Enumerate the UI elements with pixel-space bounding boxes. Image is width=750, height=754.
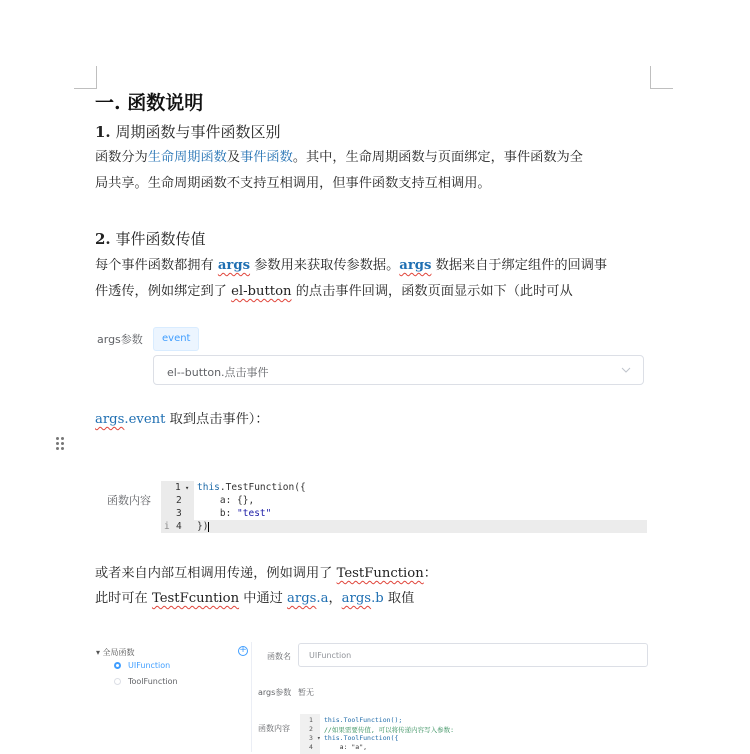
code-comment[interactable]: //如果需要传值, 可以将传递内容写入参数:: [324, 726, 455, 734]
line-number: 3: [176, 508, 182, 519]
subsection-1-title: 周期函数与事件函数区别: [110, 123, 281, 141]
text: 参数用来获取传参数据。: [250, 258, 400, 273]
function-name-input[interactable]: [298, 643, 648, 667]
radio-selected-icon: [114, 662, 121, 669]
radio-unselected-icon: [114, 678, 121, 685]
line-number: 2: [309, 725, 313, 733]
code-string: "test": [237, 508, 272, 519]
code-b: .b: [371, 591, 384, 606]
paragraph-1-line-2: 局共享。生命周期函数不支持互相调用，但事件函数支持互相调用。: [95, 176, 491, 191]
code-line-3[interactable]: [197, 508, 271, 519]
event-tag[interactable]: event: [153, 327, 199, 351]
text: 函数分为: [95, 150, 148, 165]
code-testfunction: TestFunction: [336, 566, 424, 581]
code-line-3[interactable]: this.ToolFunction({: [324, 734, 399, 742]
code-text: }): [197, 521, 209, 532]
code-testfcuntion: TestFcuntion: [151, 591, 240, 606]
text: ，: [328, 591, 342, 606]
event-select-value: el--button.点击事件: [167, 366, 269, 379]
paragraph-1: [95, 145, 645, 197]
text: 或者来自内部互相调用传递，例如调用了: [95, 566, 337, 581]
text: 及: [226, 150, 241, 165]
function-name-label: 函数名: [267, 652, 291, 661]
panel-divider: [251, 642, 252, 752]
link-event-functions[interactable]: 事件函数: [240, 150, 293, 165]
section-title: 一. 函数说明: [95, 92, 204, 114]
active-line-highlight: [194, 520, 647, 533]
text: 每个事件函数都拥有: [95, 258, 218, 273]
code-a: .a: [316, 591, 329, 606]
text: 中通过: [239, 591, 288, 606]
link-lifecycle-functions[interactable]: 生命周期函数: [147, 150, 227, 165]
subsection-2-title: 事件函数传值: [110, 230, 206, 248]
line-number: 3 ▾: [309, 734, 321, 742]
code-el-button: el-button: [231, 284, 292, 299]
tree-root-global-functions[interactable]: ▾ 全局函数: [96, 648, 135, 657]
line-number: 4: [309, 743, 313, 751]
args-param-label: args参数: [97, 333, 143, 346]
add-function-icon[interactable]: +: [239, 645, 247, 655]
code-line-4[interactable]: [197, 521, 209, 532]
subsection-1-heading: [95, 121, 280, 142]
text: ：: [423, 566, 437, 581]
code-keyword: this: [197, 482, 220, 493]
page-corner-top-right: [650, 66, 673, 89]
code-event: .event: [124, 412, 166, 427]
paragraph-2: [95, 253, 645, 305]
function-content-label: 函数内容: [107, 494, 151, 507]
code-args: args: [217, 258, 251, 273]
line-number: 1: [309, 716, 313, 724]
code-text: .TestFunction({: [219, 482, 306, 493]
code-args: args: [341, 591, 372, 606]
function-name-value: UIFunction: [309, 651, 352, 660]
text: 数据来自于绑定组件的回调事: [431, 258, 608, 273]
paragraph-2-line-3: [95, 407, 645, 433]
subsection-2-heading: [95, 228, 205, 249]
function-content-label: 函数内容: [258, 724, 290, 733]
event-select[interactable]: [153, 355, 644, 385]
subsection-2-number: 2.: [95, 230, 111, 248]
line-number: 2: [176, 495, 182, 506]
code-line-1[interactable]: [197, 482, 306, 493]
text: 的点击事件回调，函数页面显示如下（此时可从: [291, 284, 573, 299]
line-number: 4: [176, 521, 182, 532]
text-cursor: [208, 522, 209, 532]
fold-arrow-icon[interactable]: ▾: [185, 484, 190, 492]
code-args: args: [399, 258, 432, 273]
drag-handle-icon[interactable]: [56, 437, 65, 451]
subsection-1-number: 1.: [95, 123, 111, 141]
page-corner-top-left: [74, 66, 97, 89]
code-line-2[interactable]: [197, 495, 254, 506]
tree-item-label: UIFunction: [128, 661, 171, 670]
text: 件透传，例如绑定到了: [95, 284, 232, 299]
code-args: args: [287, 591, 317, 606]
code-text: b:: [197, 508, 238, 519]
code-line-4[interactable]: a: "a",: [324, 743, 368, 751]
text: 取值: [383, 591, 415, 606]
tree-item-label: ToolFunction: [128, 677, 178, 686]
args-label: args参数: [258, 688, 292, 697]
text: 此时可在: [95, 591, 152, 606]
line-number: 1: [175, 482, 181, 493]
text: 。其中，生命周期函数与页面绑定，事件函数为全: [292, 150, 583, 165]
args-value: 暂无: [298, 688, 314, 697]
paragraph-4: [95, 586, 645, 612]
code-text: a: {},: [197, 495, 255, 506]
chevron-down-icon: [621, 365, 631, 375]
code-args: args: [95, 412, 125, 427]
paragraph-3: [95, 561, 645, 587]
code-line-1[interactable]: this.ToolFunction();: [324, 716, 403, 724]
info-marker-icon: i: [164, 521, 170, 532]
text: 取到点击事件）：: [165, 412, 269, 427]
